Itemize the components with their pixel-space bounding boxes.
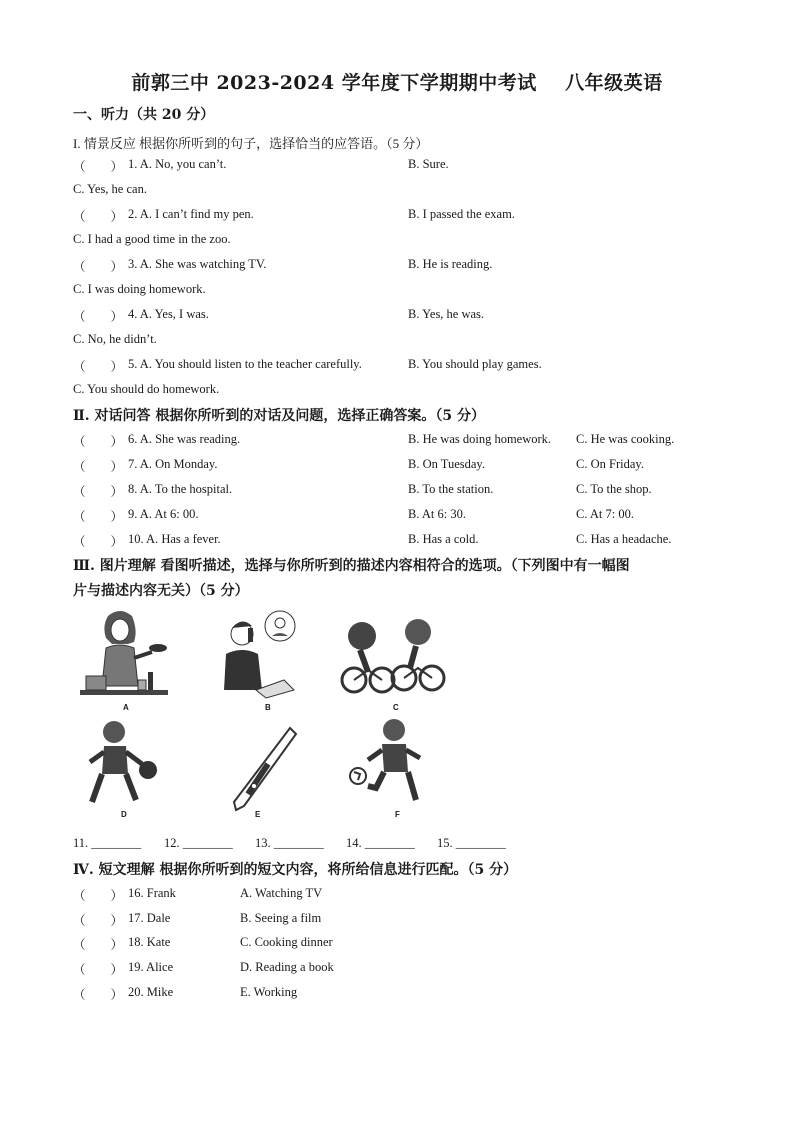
picture-caption-d: D (121, 810, 127, 819)
boy-football-picture (346, 716, 430, 808)
answer-paren-10[interactable]: （ ） (73, 535, 124, 549)
page-title: 前郭三中 2023-2024 学年度下学期期中考试 八年级英语 (131, 72, 663, 94)
q9-option-a: 9. A. At 6: 00. (128, 507, 199, 521)
q1-option-a: 1. A. No, you can’t. (128, 157, 227, 171)
answer-paren-17[interactable]: （ ） (73, 914, 124, 928)
q10-option-c: C. Has a headache. (576, 532, 672, 546)
answer-paren-20[interactable]: （ ） (73, 988, 124, 1002)
knife-picture (228, 724, 300, 814)
picture-caption-a: A (123, 703, 129, 712)
woman-cooking-picture (78, 608, 170, 712)
match-name-16: 16. Frank (128, 886, 176, 900)
blank-14[interactable]: 14. ________ (346, 836, 415, 850)
boy-basketball-picture (82, 718, 162, 810)
q1-option-b: B. Sure. (408, 157, 449, 171)
answer-paren-5[interactable]: （ ） (73, 360, 124, 374)
answer-paren-19[interactable]: （ ） (73, 963, 124, 977)
match-option-d: D. Reading a book (240, 960, 334, 974)
q7-option-c: C. On Friday. (576, 457, 644, 471)
blank-15[interactable]: 15. ________ (437, 836, 506, 850)
picture-caption-e: E (255, 810, 261, 819)
match-option-a: A. Watching TV (240, 886, 323, 900)
answer-paren-18[interactable]: （ ） (73, 938, 124, 952)
blank-11[interactable]: 11. ________ (73, 836, 142, 850)
q4-option-c: C. No, he didn’t. (73, 332, 157, 346)
answer-paren-8[interactable]: （ ） (73, 485, 124, 499)
q3-option-a: 3. A. She was watching TV. (128, 257, 267, 271)
match-option-b: B. Seeing a film (240, 911, 322, 925)
blank-13[interactable]: 13. ________ (255, 836, 324, 850)
q1-option-c: C. Yes, he can. (73, 182, 147, 196)
part2-heading: Ⅱ. 对话问答 根据你所听到的对话及问题，选择正确答案。（5 分） (73, 408, 486, 424)
answer-paren-9[interactable]: （ ） (73, 510, 124, 524)
q10-option-a: 10. A. Has a fever. (128, 532, 221, 546)
q10-option-b: B. Has a cold. (408, 532, 479, 546)
part1-heading: I. 情景反应 根据你所听到的句子，选择恰当的应答语。（5 分） (73, 136, 429, 151)
picture-caption-f: F (395, 810, 400, 819)
match-name-19: 19. Alice (128, 960, 174, 974)
q5-option-a: 5. A. You should listen to the teacher carefully. (128, 357, 362, 371)
answer-paren-2[interactable]: （ ） (73, 210, 124, 224)
q3-option-c: C. I was doing homework. (73, 282, 206, 296)
section1-heading: 一、听力（共 20 分） (73, 107, 215, 123)
q2-option-b: B. I passed the exam. (408, 207, 515, 221)
q5-option-b: B. You should play games. (408, 357, 542, 371)
answer-paren-3[interactable]: （ ） (73, 260, 124, 274)
q6-option-a: 6. A. She was reading. (128, 432, 241, 446)
part4-heading: Ⅳ. 短文理解 根据你所听到的短文内容，将所给信息进行匹配。（5 分） (73, 862, 518, 878)
q8-option-b: B. To the station. (408, 482, 494, 496)
q8-option-a: 8. A. To the hospital. (128, 482, 233, 496)
q3-option-b: B. He is reading. (408, 257, 493, 271)
q6-option-c: C. He was cooking. (576, 432, 675, 446)
q7-option-a: 7. A. On Monday. (128, 457, 218, 471)
picture-caption-c: C (393, 703, 399, 712)
q9-option-c: C. At 7: 00. (576, 507, 634, 521)
match-name-18: 18. Kate (128, 935, 171, 949)
answer-paren-4[interactable]: （ ） (73, 310, 124, 324)
q6-option-b: B. He was doing homework. (408, 432, 552, 446)
match-name-20: 20. Mike (128, 985, 174, 999)
q5-option-c: C. You should do homework. (73, 382, 220, 396)
man-on-phone-picture (222, 610, 298, 700)
answer-paren-6[interactable]: （ ） (73, 435, 124, 449)
match-option-e: E. Working (240, 985, 298, 999)
part3-heading-line1: Ⅲ. 图片理解 看图听描述，选择与你所听到的描述内容相符合的选项。（下列图中有一幅图 (73, 558, 630, 574)
q4-option-b: B. Yes, he was. (408, 307, 485, 321)
match-option-c: C. Cooking dinner (240, 935, 333, 949)
q2-option-a: 2. A. I can’t find my pen. (128, 207, 254, 221)
q4-option-a: 4. A. Yes, I was. (128, 307, 209, 321)
answer-paren-1[interactable]: （ ） (73, 160, 124, 174)
answer-paren-7[interactable]: （ ） (73, 460, 124, 474)
match-name-17: 17. Dale (128, 911, 171, 925)
picture-caption-b: B (265, 703, 271, 712)
part3-heading-line2: 片与描述内容无关）（5 分） (73, 583, 249, 599)
q9-option-b: B. At 6: 30. (408, 507, 466, 521)
q8-option-c: C. To the shop. (576, 482, 652, 496)
q7-option-b: B. On Tuesday. (408, 457, 485, 471)
answer-paren-16[interactable]: （ ） (73, 889, 124, 903)
blank-12[interactable]: 12. ________ (164, 836, 233, 850)
q2-option-c: C. I had a good time in the zoo. (73, 232, 231, 246)
kids-riding-bikes-picture (340, 614, 446, 696)
